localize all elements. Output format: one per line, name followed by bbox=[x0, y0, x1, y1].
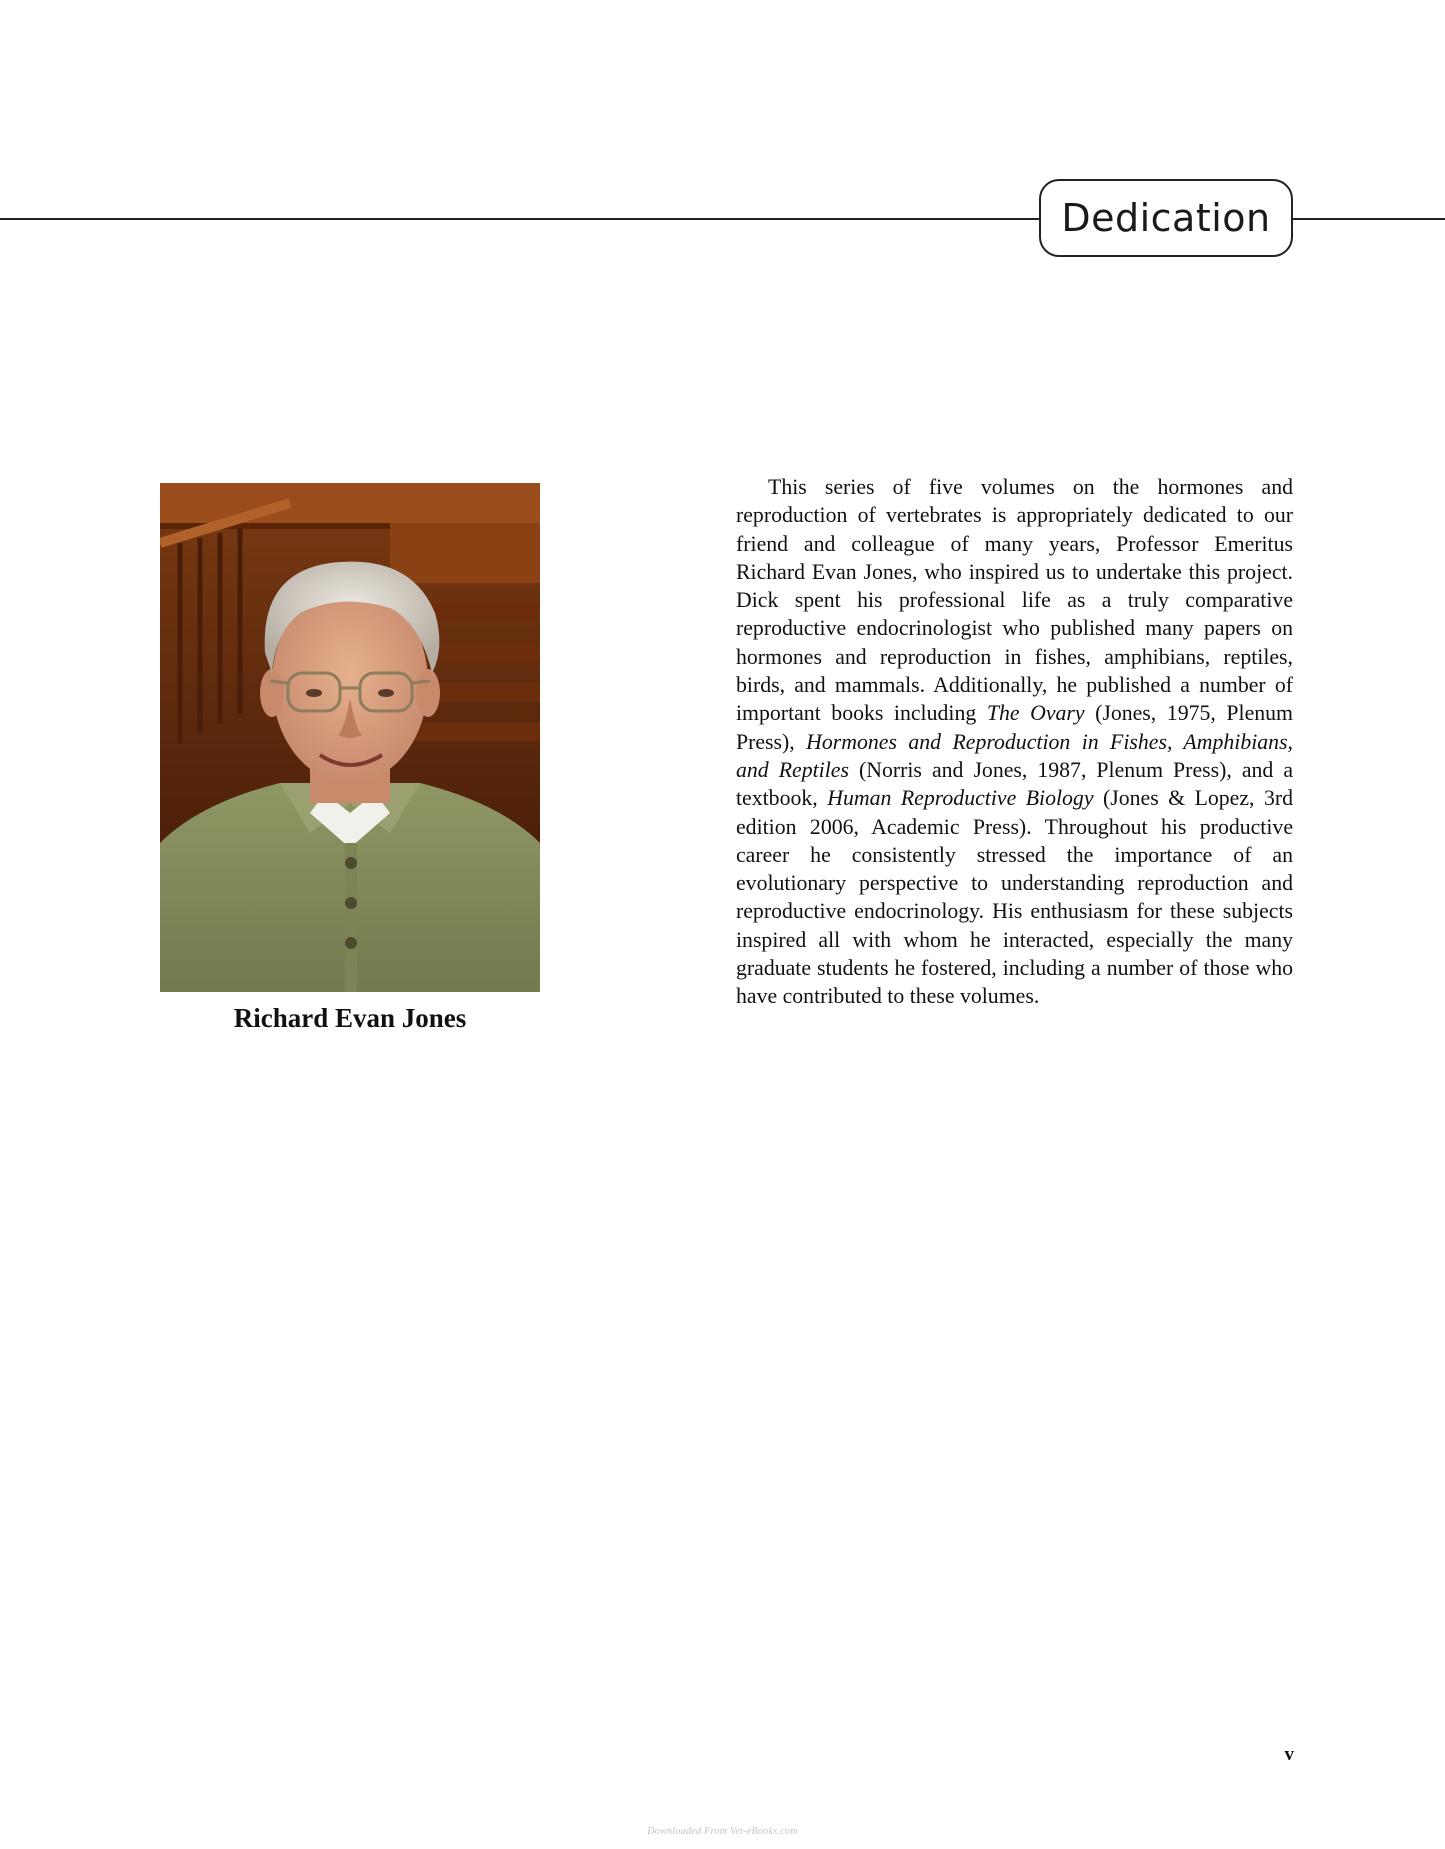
dedication-text-segment: (Jones, 1975, Plenum Press), bbox=[736, 701, 1293, 754]
photo-caption: Richard Evan Jones bbox=[233, 1003, 467, 1033]
dedication-text-segment: (Jones & Lopez, 3rd edition 2006, Academic Press). Throughout his productive career he consistently stressed the importance of an evolutionary perspective to understanding reproduction and reproductive endocrinology. His enthusiasm for these subjects inspired all with whom he interacted, especially the many graduate students he fostered, including a number of those who have contributed to these volumes. bbox=[736, 786, 1293, 1009]
footer-watermark: Downloaded From Vet-eBooks.com bbox=[647, 1826, 798, 1837]
chapter-title: Dedication bbox=[1061, 196, 1271, 240]
book-title-hormones-and-reproduction: Hormones and Reproduction in Fishes, Amphibians, and Reptiles bbox=[736, 729, 1293, 782]
page-number: v bbox=[1284, 1744, 1294, 1765]
dedication-text-segment: This series of five volumes on the hormones and reproduction of vertebrates is appropriately dedicated to our friend and colleague of many years, Professor Emeritus Richard Evan Jones, who inspired us to undertake this project. Dick spent his professional life as a truly comparative reproductive endocrinologist who published many papers on hormones and reproduction in fishes, amphibians, reptiles, birds, and mammals. Additionally, he published a number of important books including bbox=[736, 475, 1293, 726]
portrait-photo bbox=[160, 483, 540, 992]
dedication-paragraph bbox=[736, 473, 1293, 1011]
dedication-text-segment: (Norris and Jones, 1987, Plenum Press), and a textbook, bbox=[736, 757, 1293, 811]
book-title-human-reproductive-biology: Human Reproductive Biology bbox=[827, 786, 1094, 811]
book-title-the-ovary: The Ovary bbox=[986, 701, 1085, 726]
chapter-heading-tab bbox=[1039, 179, 1293, 257]
